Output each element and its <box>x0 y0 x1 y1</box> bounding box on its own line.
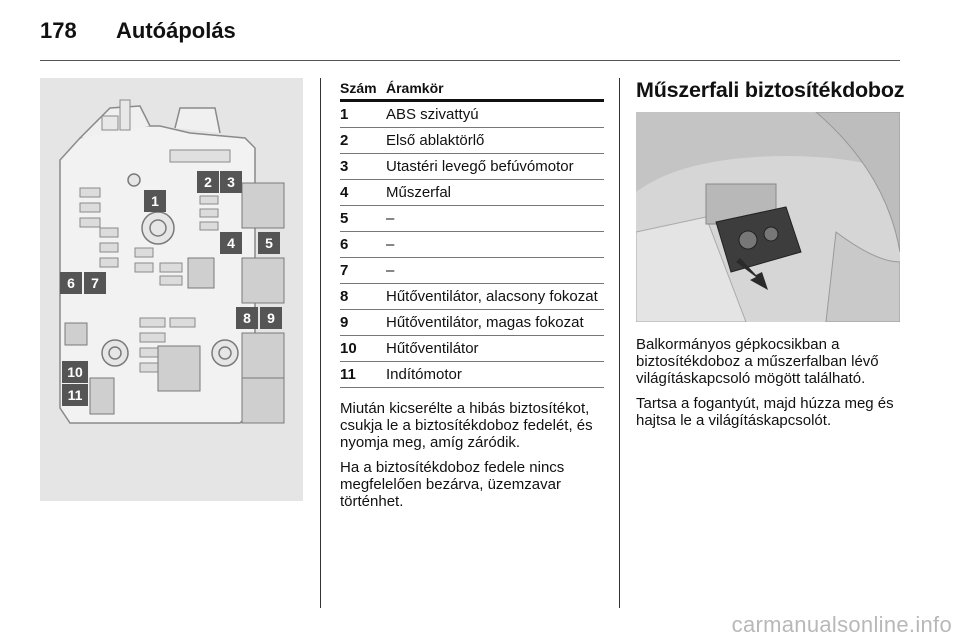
fuse-number: 3 <box>340 158 349 175</box>
header-divider <box>40 60 900 61</box>
label-8: 8 <box>243 310 251 326</box>
fuse-box-illustration <box>40 78 303 501</box>
fuse-number: 8 <box>340 288 349 305</box>
fuse-circuit: Hűtőventilátor <box>386 340 479 357</box>
label-7: 7 <box>91 275 99 291</box>
table-row <box>340 284 604 310</box>
paragraph: Miután kicserélte a hibás biztosítékot, csukja le a biztosítékdoboz fedelét, és nyomja meg, amíg záródik. <box>340 400 593 451</box>
label-5: 5 <box>265 235 273 251</box>
label-11: 11 <box>67 387 83 403</box>
table-row <box>340 232 604 258</box>
table-row <box>340 180 604 206</box>
table-row <box>340 336 604 362</box>
fuse-circuit: – <box>386 236 395 253</box>
fuse-circuit: – <box>386 210 395 227</box>
fuse-box-diagram <box>40 78 303 501</box>
column-divider <box>619 78 620 608</box>
paragraph: Tartsa a fogantyút, majd húzza meg és hajtsa le a világításkapcsolót. <box>636 395 894 429</box>
col-number-header: Szám <box>340 80 377 96</box>
table-row <box>340 102 604 128</box>
fuse-number: 9 <box>340 314 349 331</box>
dashboard-illustration <box>636 112 900 322</box>
col-circuit-header: Áramkör <box>386 80 444 96</box>
fuse-table-header <box>340 80 604 102</box>
table-row <box>340 310 604 336</box>
fuse-circuit: Indítómotor <box>386 366 462 383</box>
fuse-circuit: Utastéri levegő befúvómotor <box>386 158 574 175</box>
label-4: 4 <box>227 235 235 251</box>
fuse-circuit: Műszerfal <box>386 184 452 201</box>
watermark: carmanualsonline.info <box>731 612 952 637</box>
label-9: 9 <box>267 310 275 326</box>
label-2: 2 <box>204 174 212 190</box>
fuse-number: 7 <box>340 262 349 279</box>
dashboard-fuse-photo <box>636 112 900 322</box>
table-row <box>340 362 604 388</box>
fuse-number: 10 <box>340 340 357 357</box>
fuse-number: 5 <box>340 210 349 227</box>
label-10: 10 <box>67 364 83 380</box>
label-1: 1 <box>151 193 159 209</box>
section-title: Műszerfali biztosítékdoboz <box>636 78 905 102</box>
fuse-circuit: Hűtőventilátor, alacsony fokozat <box>386 288 598 305</box>
paragraph: Ha a biztosítékdoboz fedele nincs megfelelően bezárva, üzemzavar történhet. <box>340 459 565 510</box>
fuse-circuit: – <box>386 262 395 279</box>
fuse-table-body <box>340 102 604 388</box>
table-row <box>340 258 604 284</box>
fuse-circuit: ABS szivattyú <box>386 106 479 123</box>
column-divider <box>320 78 321 608</box>
page-number: 178 <box>40 18 77 43</box>
paragraph: Balkormányos gépkocsikban a biztosítékdoboz a műszerfalban lévő világításkapcsoló mögött található. <box>636 336 879 387</box>
dashboard-fuse-section <box>636 76 905 429</box>
fuse-circuit: Első ablaktörlő <box>386 132 485 149</box>
fuse-number: 11 <box>340 366 356 383</box>
table-row <box>340 128 604 154</box>
table-row <box>340 206 604 232</box>
fuse-number: 2 <box>340 132 349 149</box>
table-row <box>340 154 604 180</box>
fuse-number: 1 <box>340 106 349 123</box>
label-6: 6 <box>67 275 75 291</box>
fuse-table-column <box>340 80 604 510</box>
page-header <box>40 18 236 48</box>
fuse-number: 6 <box>340 236 349 253</box>
fuse-number: 4 <box>340 184 349 201</box>
chapter-title: Autóápolás <box>116 18 236 43</box>
label-3: 3 <box>227 174 235 190</box>
fuse-circuit: Hűtőventilátor, magas fokozat <box>386 314 584 331</box>
